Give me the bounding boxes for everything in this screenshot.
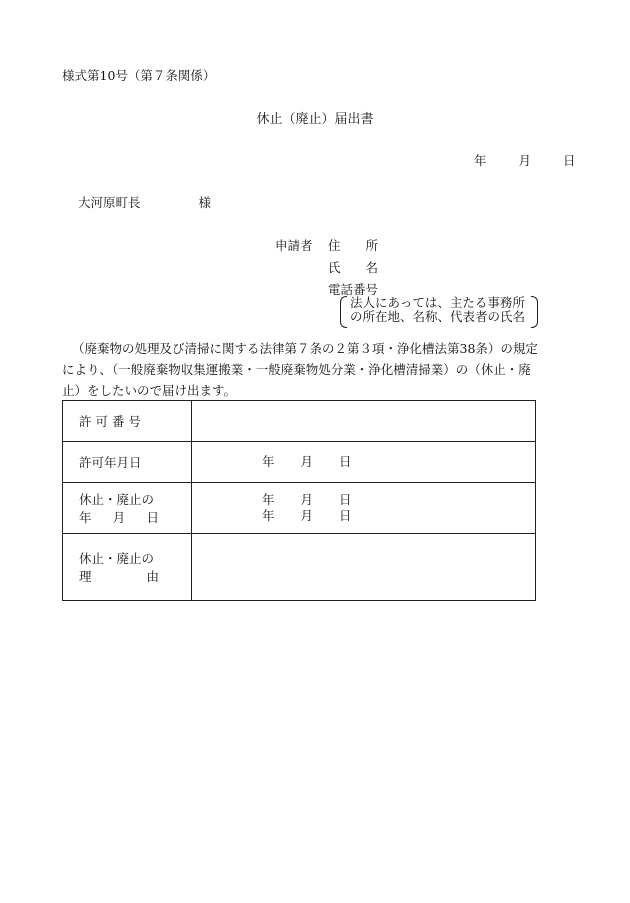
permit-number-field[interactable] — [192, 401, 536, 442]
applicant-label: 申請者 — [275, 238, 313, 253]
name-label: 氏 名 — [328, 260, 379, 275]
table-row — [63, 401, 536, 442]
reason-label: 休止・廃止の 理 由 — [63, 534, 192, 601]
date-month: 月 — [518, 153, 532, 168]
permit-number-label: 許 可 番 号 — [63, 401, 192, 442]
table-row — [63, 534, 536, 601]
right-bracket — [531, 296, 538, 328]
statement-text — [62, 338, 582, 401]
date-year: 年 — [474, 153, 487, 168]
left-bracket — [340, 296, 347, 328]
corporation-note — [340, 296, 538, 328]
permit-date-field[interactable]: 年 月 日 — [192, 442, 536, 483]
reason-field[interactable] — [192, 534, 536, 601]
details-table — [62, 400, 536, 601]
note-line-2: の所在地、名称、代表者の氏名 — [350, 309, 526, 324]
table-row — [63, 483, 536, 534]
phone-label: 電話番号 — [328, 282, 379, 297]
statement-line-3: 止）をしたいので届け出ます。 — [62, 383, 237, 398]
addressee-honorific: 様 — [198, 195, 212, 210]
document-title: 休止（廃止）届出書 — [256, 112, 374, 127]
suspension-date-field[interactable]: 年 月 日 年 月 日 — [192, 483, 536, 534]
statement-line-2: により、（一般廃棄物収集運搬業・一般廃棄物処分業・浄化槽清掃業）の（休止・廃 — [62, 362, 531, 377]
note-line-1: 法人にあっては、主たる事務所 — [350, 295, 525, 310]
statement-line-1: （廃棄物の処理及び清掃に関する法律第７条の２第３項・浄化槽法第38条）の規定 — [72, 341, 538, 356]
addressee-name: 大河原町長 — [78, 195, 141, 210]
date-line — [474, 151, 576, 169]
suspension-date-label: 休止・廃止の 年 月 日 — [63, 483, 192, 534]
form-number: 様式第10号（第７条関係） — [62, 68, 216, 83]
date-day: 日 — [563, 153, 576, 168]
permit-date-label: 許可年月日 — [63, 442, 192, 483]
address-label: 住 所 — [328, 238, 379, 253]
addressee — [78, 193, 211, 211]
table-row — [63, 442, 536, 483]
